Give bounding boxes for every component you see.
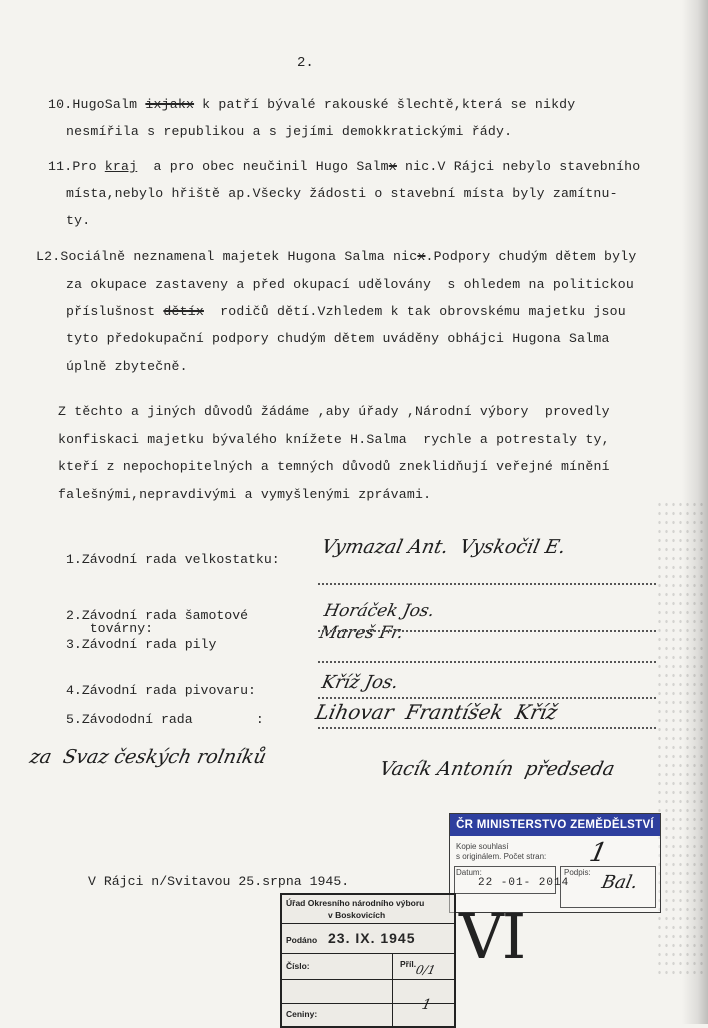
signatory-label-3: 3.Závodní rada pily — [66, 637, 217, 652]
ministry-date-label: Datum: — [456, 868, 482, 877]
handwritten-union-note: za Svaz českých rolníků — [27, 746, 269, 768]
office-stamp-received-date: 23. IX. 1945 — [328, 930, 416, 946]
text-run: a pro obec neučinil Hugo Salm — [137, 159, 389, 174]
scan-speckle — [656, 500, 704, 980]
text-run: 10.HugoSalm — [48, 97, 146, 112]
paragraph-12-line-2: za okupace zastaveny a před okupací udělovány s ohledem na politickou — [66, 277, 634, 292]
paragraph-12-line-3 — [66, 304, 626, 319]
struck-text: x — [388, 159, 397, 174]
ministry-signature-label: Podpis: — [564, 868, 591, 877]
ministry-stamp-line-1: Kopie souhlasí — [456, 842, 509, 851]
roman-numeral-mark: VI — [459, 900, 525, 973]
handwritten-signature-2: Horáček Jos. Mareš Fr. — [317, 601, 437, 643]
signatory-label-2: 2.Závodní rada šamotové továrny: — [66, 608, 249, 636]
stamp-divider — [282, 979, 454, 980]
signatory-label-4: 4.Závodní rada pivovaru: — [66, 683, 256, 698]
struck-text: x — [417, 249, 426, 264]
text-run: rodičů dětí.Vzhledem k tak obrovskému majetku jsou — [203, 304, 626, 319]
handwritten-signature-1: Vymazal Ant. Vyskočil E. — [319, 536, 568, 558]
handwritten-signature-5: Lihovar Frantíšek Kříž — [313, 700, 560, 724]
signature-dotted-line — [318, 727, 656, 729]
closing-line-2: konfiskaci majetku bývalého knížete H.Salma rychle a potrestaly ty, — [58, 432, 610, 447]
signature-dotted-line — [318, 583, 656, 585]
ministry-copy-stamp — [449, 813, 661, 913]
handwritten-signature-4: Kříž Jos. — [319, 672, 401, 693]
signature-dotted-line — [318, 661, 656, 663]
ministry-date-value: 22 -01- 2014 — [478, 877, 570, 889]
signatory-label-5: 5.Závododní rada : — [66, 712, 264, 727]
closing-line-4: falešnými,nepravdivými a vymyšlenými zprávami. — [58, 487, 432, 502]
struck-text: ixjakx — [145, 97, 195, 112]
paragraph-12-line-4: tyto předokupační podpory chudým dětem uváděny obhájci Hugona Salma — [66, 331, 610, 346]
signatory-label-1: 1.Závodní rada velkostatku: — [66, 552, 280, 567]
struck-text: dětíx — [163, 304, 204, 319]
text-run: příslušnost — [66, 304, 164, 319]
paragraph-11-line-3: ty. — [66, 213, 91, 228]
office-stamp-ref-value: 1 — [420, 997, 433, 1013]
handwritten-chairman: Vacík Antonín předseda — [377, 758, 617, 780]
text-run: nic.V Rájci nebylo stavebního — [396, 159, 641, 174]
date-place-line: V Rájci n/Svitavou 25.srpna 1945. — [88, 874, 350, 889]
underlined-text: kraj — [104, 159, 138, 174]
text-run: k patří bývalé rakouské šlechtě,která se nikdy — [194, 97, 576, 112]
signature-dotted-line — [318, 697, 656, 699]
ministry-stamp-line-2: s originálem. Počet stran: — [456, 852, 547, 861]
office-stamp-attachments-value: 0/1 — [414, 963, 437, 977]
signature-dotted-line — [318, 630, 656, 632]
closing-line-3: kteří z nepochopitelných a temných důvodů zneklidňují veřejné mínění — [58, 459, 610, 474]
paragraph-11-line-2: místa,nebylo hřiště ap.Všecky žádosti o stavební místa byly zamítnu- — [66, 186, 618, 201]
office-stamp-fees-label: Ceniny: — [286, 1009, 318, 1019]
paragraph-10-line-1 — [48, 97, 575, 112]
office-stamp-number-label: Číslo: — [286, 961, 310, 971]
office-stamp-attachments-label: Příl. — [400, 959, 417, 969]
paragraph-11-line-1 — [48, 159, 640, 174]
office-stamp-title-2: v Boskovicích — [328, 910, 386, 920]
paragraph-12-line-1 — [36, 249, 636, 264]
office-stamp-received-label: Podáno — [286, 935, 318, 945]
text-run: L2.Sociálně neznamenal majetek Hugona Salma nic — [36, 249, 418, 264]
ministry-stamp-title: ČR MINISTERSTVO ZEMĚDĚLSTVÍ — [450, 814, 660, 836]
stamp-divider — [282, 953, 454, 954]
stamp-divider — [282, 923, 454, 924]
ministry-handwritten-signature: Bal. — [599, 872, 640, 893]
handwritten-page-count: 1 — [586, 838, 610, 868]
office-stamp-title-1: Úřad Okresního národního výboru — [286, 898, 425, 908]
page-number: 2. — [297, 55, 314, 71]
paragraph-12-line-5: úplně zbytečně. — [66, 359, 188, 374]
text-run: 11.Pro — [48, 159, 105, 174]
text-run: .Podpory chudým dětem byly — [425, 249, 637, 264]
office-received-stamp — [280, 893, 456, 1028]
stamp-divider — [392, 953, 393, 1026]
paragraph-10-line-2: nesmířila s republikou a s jejími demokkratickými řády. — [66, 124, 513, 139]
closing-line-1: Z těchto a jiných důvodů žádáme ,aby úřady ,Národní výbory provedly — [58, 404, 610, 419]
